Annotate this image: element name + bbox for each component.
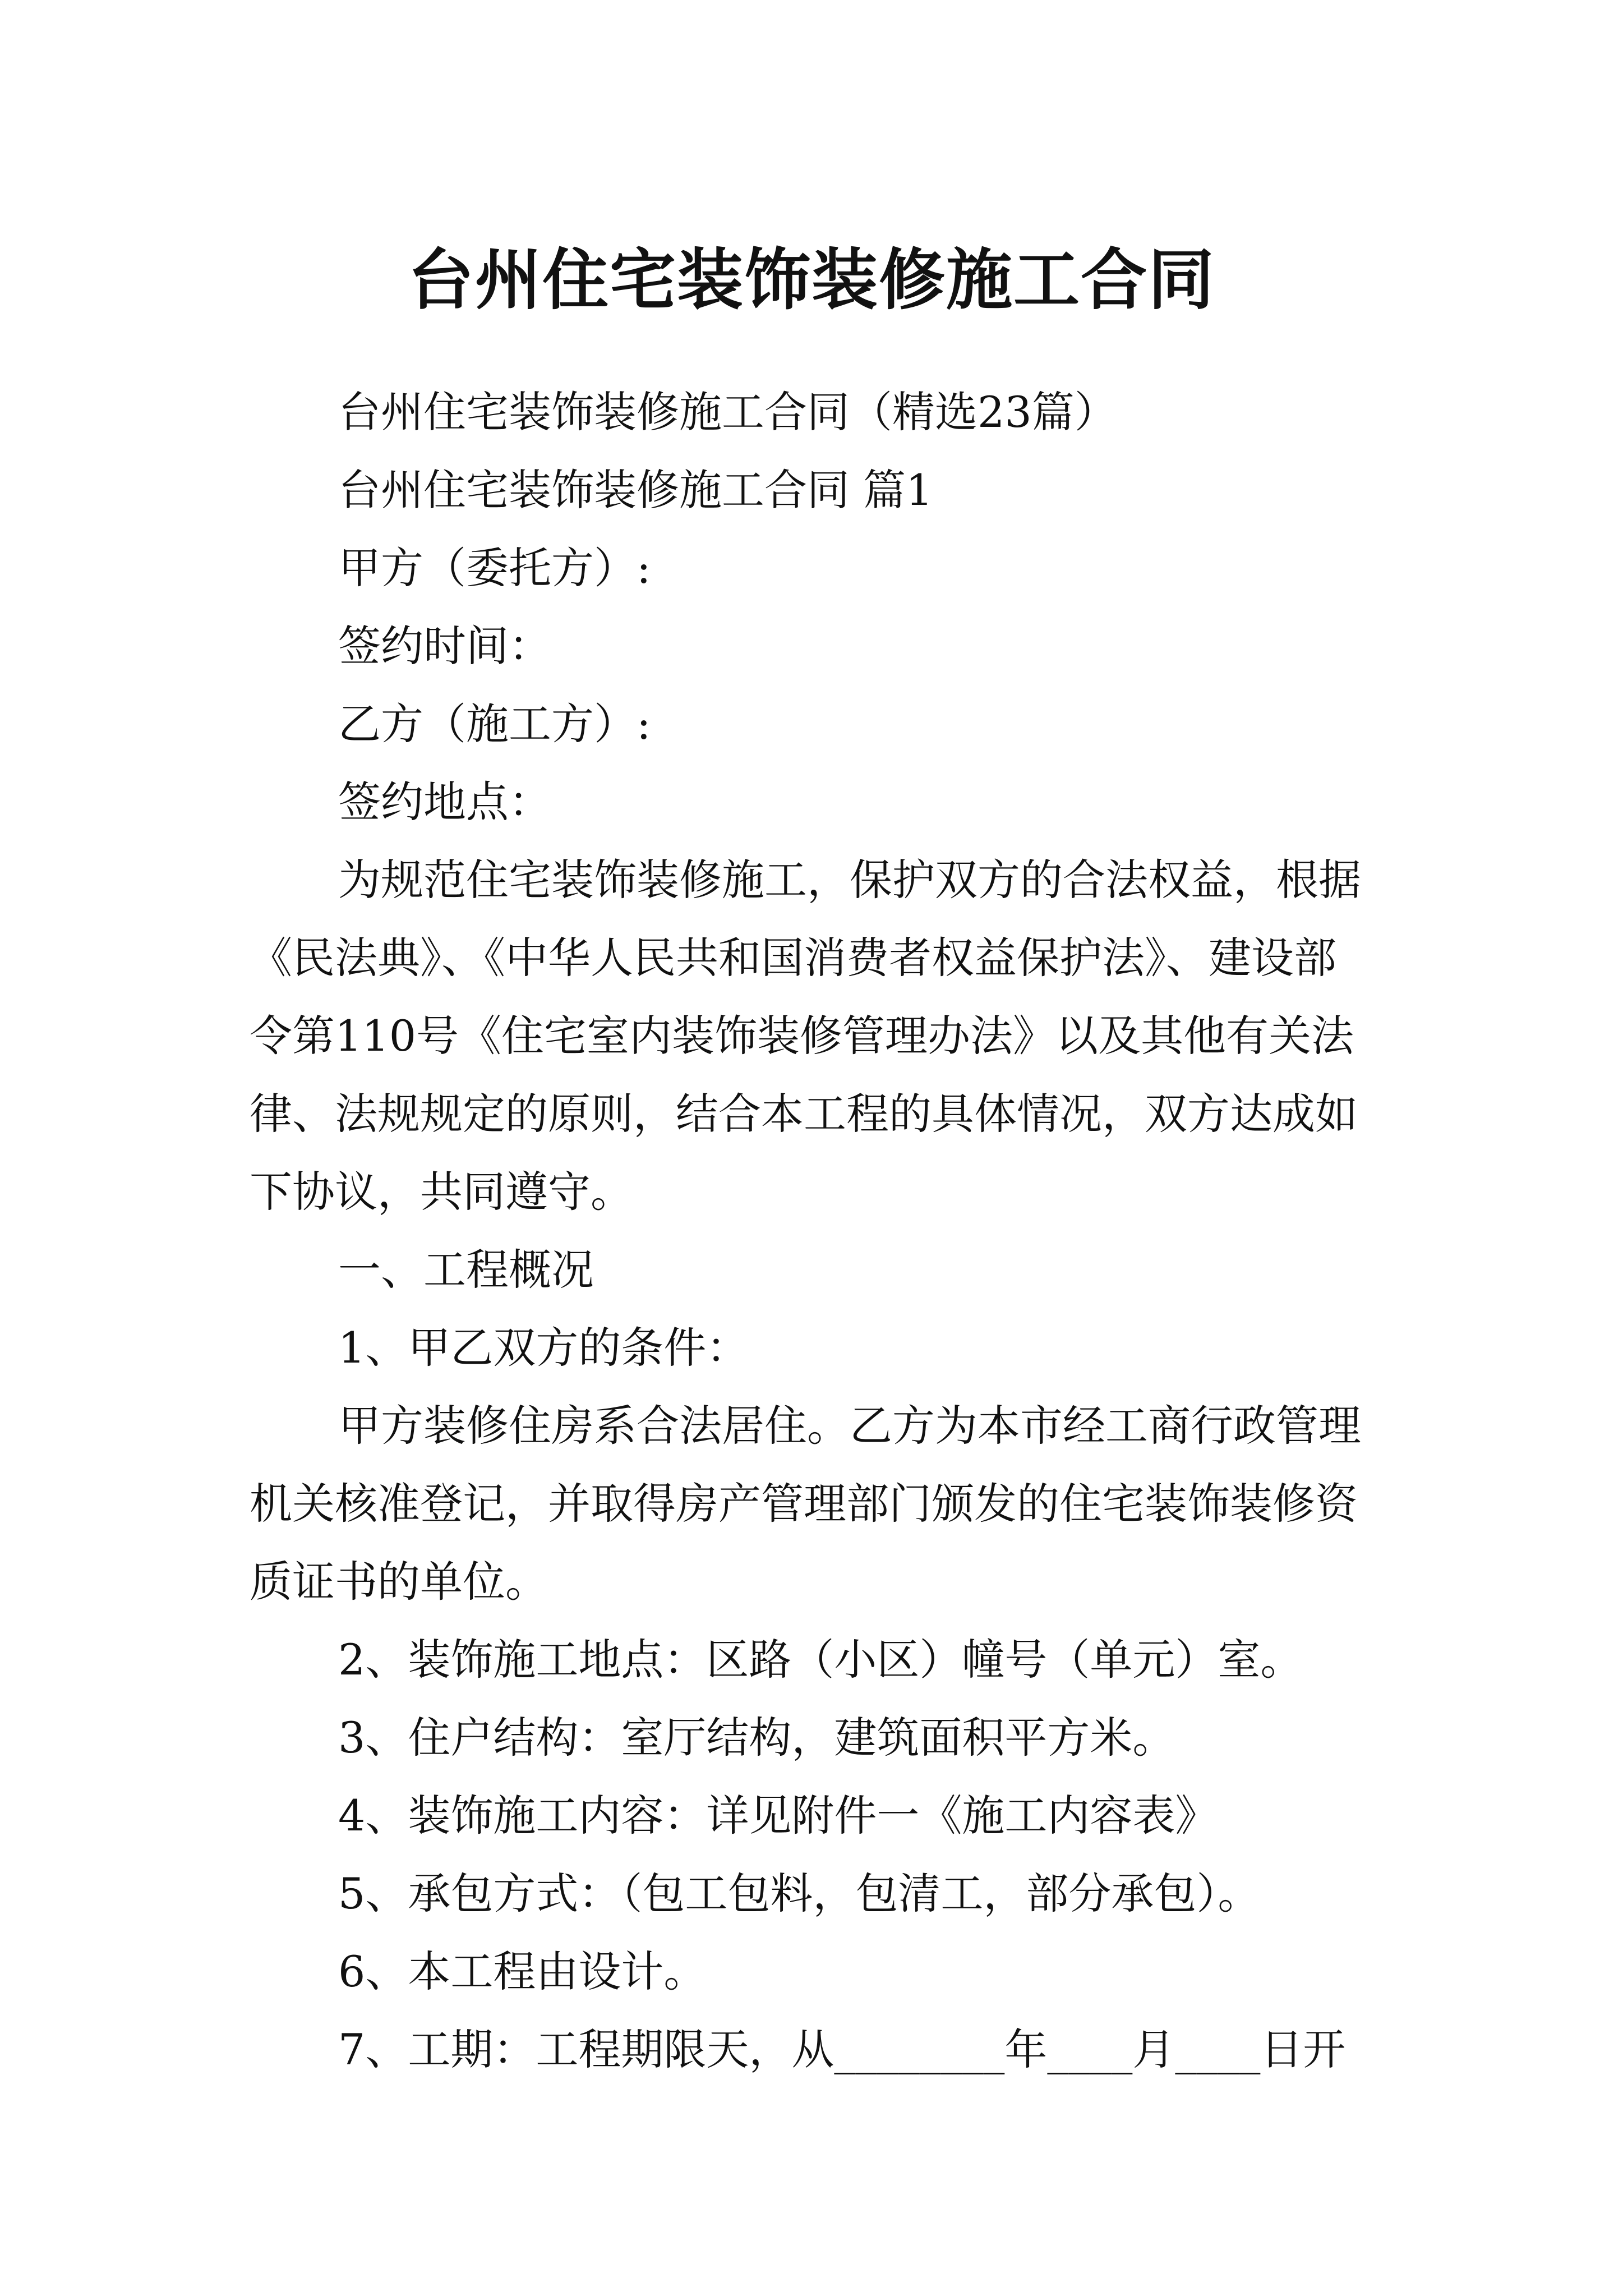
document-body xyxy=(250,373,1371,2088)
paragraph-preamble: 为规范住宅装饰装修施工，保护双方的合法权益，根据《民法典》、《中华人民共和国消费者权益保护法》、建设部令第110号《住宅室内装饰装修管理办法》以及其他有关法律、法规规定的原则，结合本工程的具体情况，双方达成如下协议，共同遵守。 xyxy=(250,855,1361,1217)
document-title: 台州住宅装饰装修施工合同 xyxy=(407,241,1215,319)
paragraph-party-b: 乙方（施工方）: xyxy=(338,699,651,749)
paragraph-signing-place: 签约地点： xyxy=(338,777,551,827)
paragraph-item-3: 3、住户结构：室厅结构，建筑面积平方米。 xyxy=(338,1713,1175,1763)
paragraph-item-2: 2、装饰施工地点：区路（小区）幢号（单元）室。 xyxy=(338,1635,1303,1685)
paragraph-party-a: 甲方（委托方）: xyxy=(338,543,651,593)
paragraph-item-5: 5、承包方式：（包工包料，包清工，部分承包）。 xyxy=(338,1869,1261,1918)
paragraph-subtitle: 台州住宅装饰装修施工合同（精选23篇） xyxy=(338,387,1117,437)
paragraph-signing-time: 签约时间： xyxy=(338,621,551,671)
paragraph-item-1: 1、甲乙双方的条件： xyxy=(338,1323,749,1373)
paragraph-section-heading: 台州住宅装饰装修施工合同 篇1 xyxy=(338,465,933,515)
paragraph-item-4: 4、装饰施工内容：详见附件一《施工内容表》 xyxy=(338,1791,1218,1841)
paragraph-conditions: 甲方装修住房系合法居住。乙方为本市经工商行政管理机关核准登记，并取得房产管理部门颁发的住宅装饰装修资质证书的单位。 xyxy=(250,1401,1361,1607)
paragraph-item-7: 7、工期：工程期限天，从________年____月____日开 xyxy=(338,2024,1346,2074)
paragraph-heading-overview: 一、工程概况 xyxy=(338,1245,594,1295)
paragraph-item-6: 6、本工程由设计。 xyxy=(338,1947,707,1996)
